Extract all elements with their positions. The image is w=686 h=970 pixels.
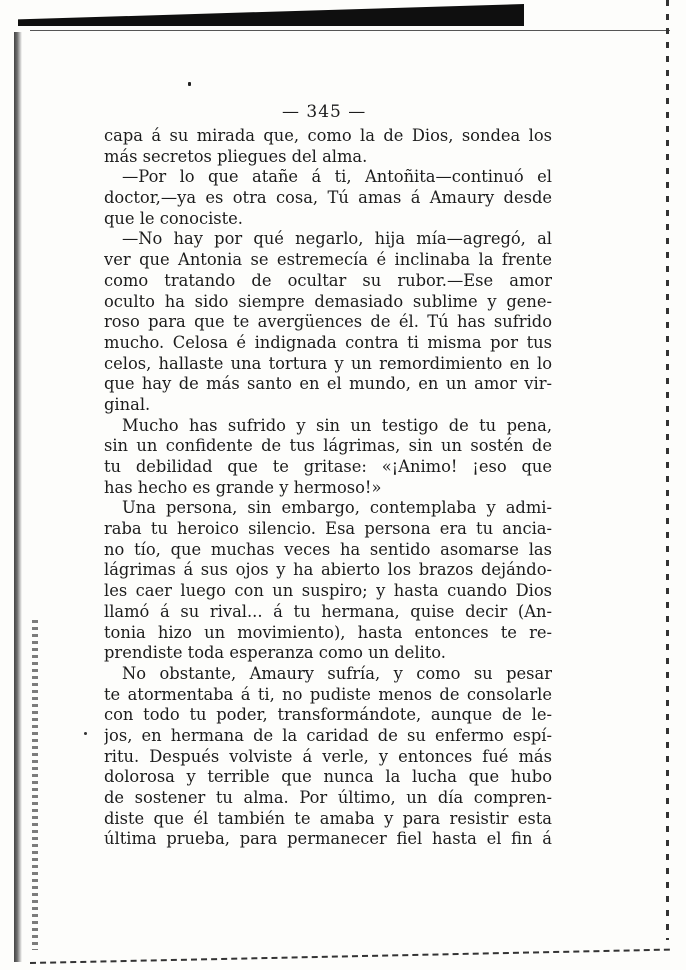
scan-shadow-top [18,4,524,26]
page-edge-top [30,30,670,31]
text-line: prendiste toda esperanza como un delito. [104,643,446,663]
text-line: has hecho es grande y hermoso!» [104,477,382,497]
text-line: que hay de más santo en el mundo, en un amor vir- [104,374,552,394]
ink-speck [188,82,191,86]
scan-shadow-left-inner [32,620,38,950]
text-line: —Por lo que atañe á ti, Antoñita—continuó el [122,167,552,187]
text-line: raba tu heroico silencio. Esa persona era tu ancia- [104,519,552,539]
text-line: de sostener tu alma. Por último, un día compren- [104,788,552,807]
body-text [104,126,552,850]
scan-shadow-left [14,32,22,962]
text-line: ver que Antonia se estremecía é inclinaba la frente [104,250,552,270]
text-line: doctor,—ya es otra cosa, Tú amas á Amaury desde [104,188,552,208]
text-line: roso para que te avergüences de él. Tú has sufrido [104,312,552,332]
text-line: tu debilidad que te gritase: «¡Animo! ¡eso que [104,457,552,476]
text-line: Una persona, sin embargo, contemplaba y admi- [122,498,552,518]
text-line: Mucho has sufrido y sin un testigo de tu pena, [122,415,552,435]
text-line: —No hay por qué negarlo, hija mía—agregó, al [122,229,552,249]
text-line: con todo tu poder, transformándote, aunque de le- [104,705,552,725]
page-edge-right [666,0,669,940]
text-line: mucho. Celosa é indignada contra ti misma por tus [104,332,552,352]
text-line: lágrimas á sus ojos y ha abierto los brazos dejándo- [104,560,552,580]
text-line: no tío, que muchas veces ha sentido asomarse las [104,539,552,559]
ink-speck [84,732,87,735]
text-line: última prueba, para permanecer fiel hasta el fin á [104,829,552,849]
text-line: les caer luego con un suspiro; y hasta cuando Dios [104,581,552,601]
text-line: tonia hizo un movimiento), hasta entonces te re- [104,622,552,642]
text-line: llamó á su rival... á tu hermana, quise decir (An- [104,601,552,621]
text-line: ritu. Después volviste á verle, y entonces fué más [104,746,552,766]
text-line: sin un confidente de tus lágrimas, sin un sostén de [104,436,552,456]
page-edge-bottom [30,949,670,964]
text-line: No obstante, Amaury sufría, y como su pesar [122,663,552,683]
text-line: capa á su mirada que, como la de Dios, sondea los [104,126,552,145]
text-line: celos, hallaste una tortura y un remordimiento en lo [104,353,552,373]
text-line: te atormentaba á ti, no pudiste menos de consolarle [104,684,552,704]
text-line: como tratando de ocultar su rubor.—Ese amor [104,270,552,290]
text-line: más secretos pliegues del alma. [104,146,368,166]
page-number: — 345 — [282,102,367,122]
text-line: jos, en hermana de la caridad de su enfermo espí- [104,725,552,745]
text-line: que le conociste. [104,208,243,228]
text-line: ginal. [104,394,151,414]
text-line: oculto ha sido siempre demasiado sublime y gene- [104,291,552,311]
text-line: dolorosa y terrible que nunca la lucha que hubo [104,767,552,787]
text-line: diste que él también te amaba y para resistir esta [104,808,552,828]
